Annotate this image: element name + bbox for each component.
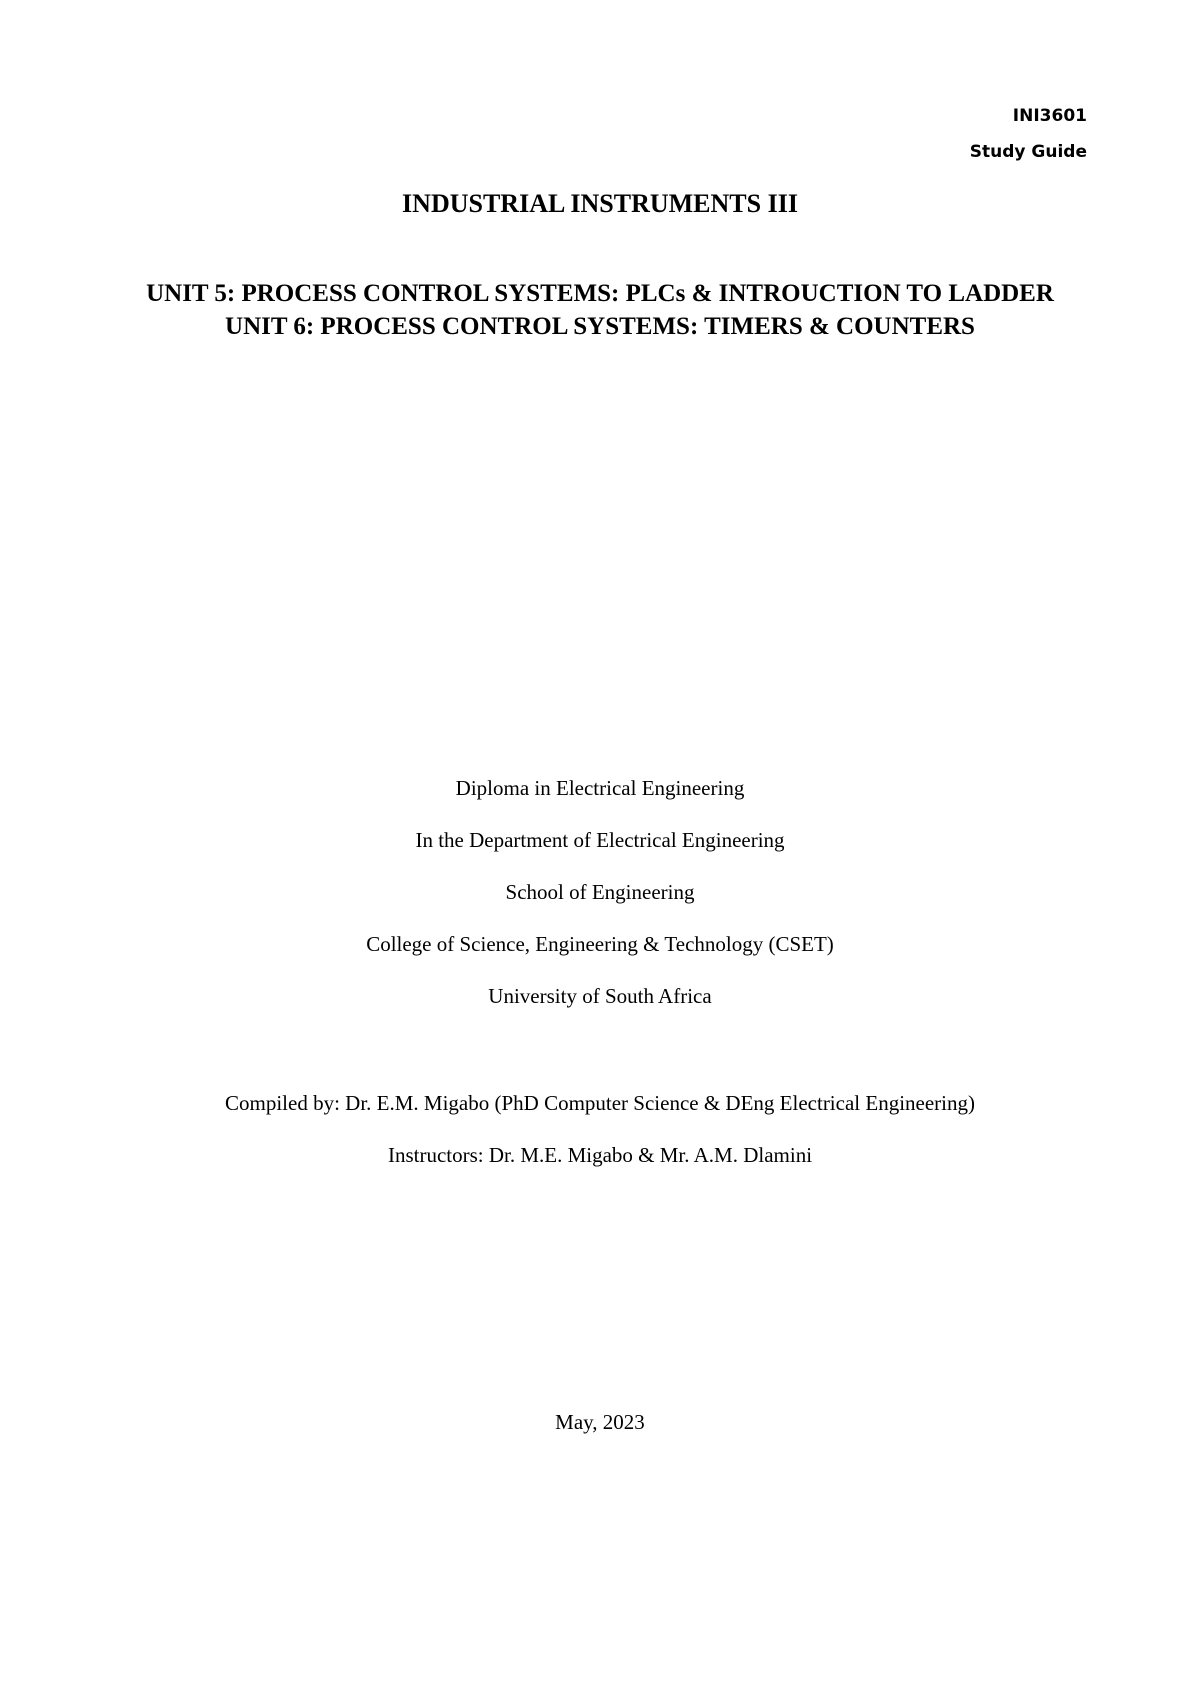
document-title: INDUSTRIAL INSTRUMENTS III <box>402 189 798 218</box>
document-type: Study Guide <box>969 142 1087 162</box>
document-date: May, 2023 <box>555 1410 645 1434</box>
affiliation-university: University of South Africa <box>488 984 712 1008</box>
compiled-by: Compiled by: Dr. E.M. Migabo (PhD Computer Science & DEng Electrical Engineering) <box>224 1091 975 1115</box>
instructors: Instructors: Dr. M.E. Migabo & Mr. A.M. Dlamini <box>387 1143 813 1167</box>
units-heading <box>100 277 1100 343</box>
course-code: INI3601 <box>1012 106 1087 126</box>
affiliation-diploma: Diploma in Electrical Engineering <box>455 776 745 800</box>
unit-6-heading: UNIT 6: PROCESS CONTROL SYSTEMS: TIMERS & COUNTERS <box>225 313 975 340</box>
page-header <box>970 98 1087 170</box>
credits-block <box>100 1077 1100 1181</box>
affiliation-school: School of Engineering <box>505 880 695 904</box>
affiliation-college: College of Science, Engineering & Technology (CSET) <box>366 932 834 956</box>
affiliation-block <box>100 762 1100 1022</box>
unit-5-heading: UNIT 5: PROCESS CONTROL SYSTEMS: PLCs & INTROUCTION TO LADDER <box>146 280 1054 307</box>
affiliation-department: In the Department of Electrical Engineering <box>415 828 785 852</box>
